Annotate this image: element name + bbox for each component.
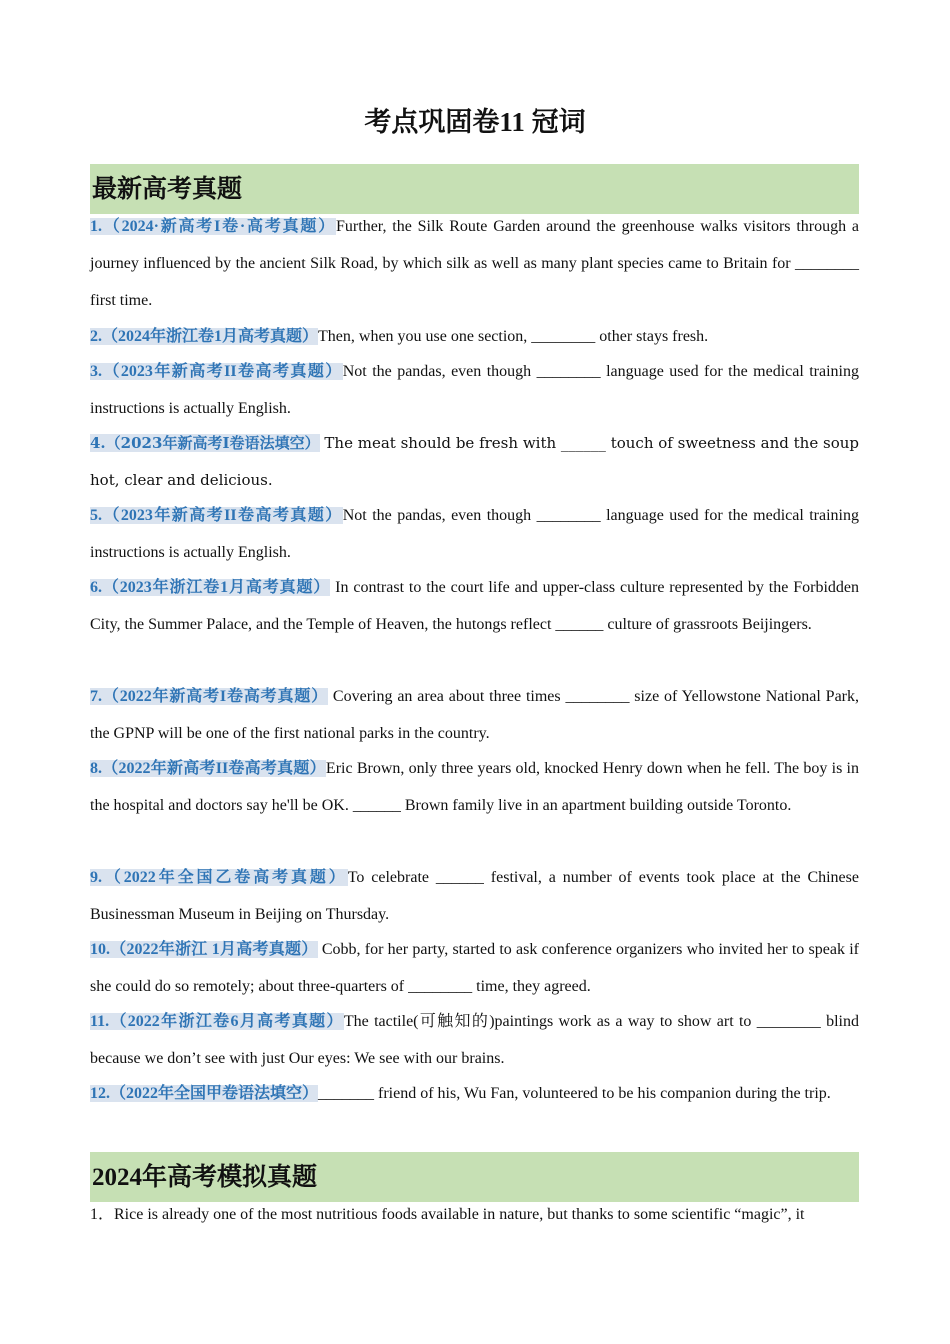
question-6 bbox=[90, 569, 859, 643]
question-9 bbox=[90, 859, 859, 933]
question-text: In contrast to the court life and upper-class culture represented by the Forbidden City, the Summer Palace, and the Temple of Heaven, the hutongs reflect ______ culture of grassroots Beijingers. bbox=[90, 579, 859, 633]
question-source-tag: 9.（2022年全国乙卷高考真题） bbox=[90, 869, 348, 886]
question-text: Covering an area about three times ________ size of Yellowstone National Park, the GPNP will be one of the first national parks in the country. bbox=[90, 688, 859, 742]
question-4 bbox=[90, 425, 859, 499]
question-text: Further, the Silk Route Garden around the greenhouse walks visitors through a journey influenced by the ancient Silk Road, by which silk as well as many plant species came to Britain for ________ first time. bbox=[90, 218, 859, 309]
question-7 bbox=[90, 678, 859, 752]
question-source-tag: 4.（2023年新高考I卷语法填空） bbox=[90, 434, 320, 452]
question-source-tag: 10.（2022年浙江 1月高考真题） bbox=[90, 941, 318, 958]
question-source-tag: 2.（2024年浙江卷1月高考真题） bbox=[90, 328, 319, 345]
question-source-tag: 11.（2022年浙江卷6月高考真题） bbox=[90, 1013, 344, 1030]
question-text: Then, when you use one section, ________ other stays fresh. bbox=[318, 328, 709, 345]
question-text: Cobb, for her party, started to ask conference organizers who invited her to speak if she could do so remotely; about three-quarters of ________ time, they agreed. bbox=[90, 941, 859, 995]
question-12 bbox=[90, 1075, 859, 1112]
question-source-tag: 1.（2024·新高考I卷·高考真题） bbox=[90, 218, 337, 235]
page-title: 考点巩固卷11 冠词 bbox=[364, 107, 586, 137]
question-text: The meat should be fresh with ______ touch of sweetness and the soup hot, clear and delicious. bbox=[90, 434, 859, 489]
question-source-tag: 6.（2023年浙江卷1月高考真题） bbox=[90, 579, 331, 596]
question-5 bbox=[90, 497, 859, 571]
question-source-tag: 3.（2023年新高考II卷高考真题） bbox=[90, 363, 343, 380]
question-text: 1．Rice is already one of the most nutritious foods available in nature, but thanks to some scientific “magic”, it bbox=[90, 1206, 805, 1223]
question-2 bbox=[90, 318, 859, 355]
question-3 bbox=[90, 353, 859, 427]
question-text: _______ friend of his, Wu Fan, volunteered to be his companion during the trip. bbox=[318, 1085, 831, 1102]
question-1 bbox=[90, 208, 859, 319]
question-source-tag: 12.（2022年全国甲卷语法填空） bbox=[90, 1085, 319, 1102]
question-source-tag: 8.（2022年新高考II卷高考真题） bbox=[90, 760, 326, 777]
question-8 bbox=[90, 750, 859, 824]
mock-question-1 bbox=[90, 1196, 859, 1233]
section-heading-latest: 最新高考真题 bbox=[90, 164, 859, 214]
question-source-tag: 5.（2023年新高考II卷高考真题） bbox=[90, 507, 343, 524]
question-10 bbox=[90, 931, 859, 1005]
section-heading-mock: 2024年高考模拟真题 bbox=[90, 1152, 859, 1202]
question-text: The tactile(可触知的)paintings work as a way to show art to ________ blind because we don’t see with just Our eyes: We see with our brains. bbox=[90, 1013, 859, 1067]
question-text: To celebrate ______ festival, a number of events took place at the Chinese Businessman Museum in Beijing on Thursday. bbox=[90, 869, 859, 923]
question-text: Not the pandas, even though ________ language used for the medical training instructions is actually English. bbox=[90, 507, 859, 561]
question-text: Not the pandas, even though ________ language used for the medical training instructions is actually English. bbox=[90, 363, 859, 417]
question-11 bbox=[90, 1003, 859, 1077]
question-text: Eric Brown, only three years old, knocked Henry down when he fell. The boy is in the hospital and doctors say he'll be OK. ______ Brown family live in an apartment building outside Toronto. bbox=[90, 760, 859, 814]
question-source-tag: 7.（2022年新高考I卷高考真题） bbox=[90, 688, 329, 705]
